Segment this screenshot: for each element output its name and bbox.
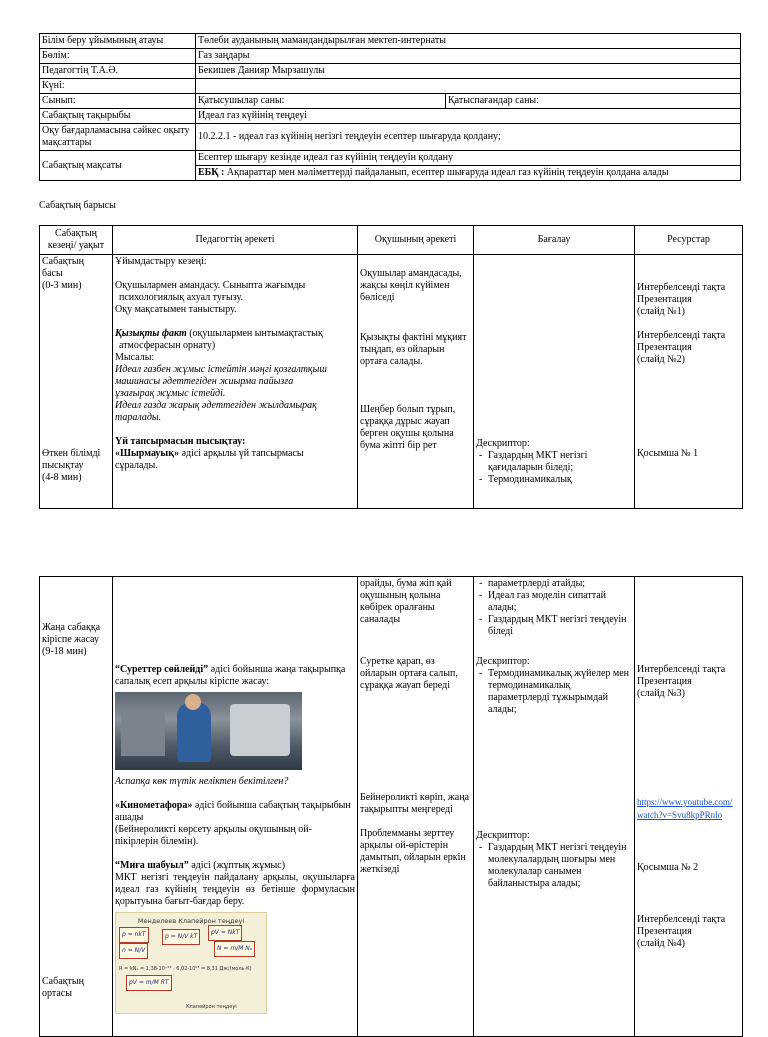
resource-text: Интербелсенді тақта — [637, 282, 726, 293]
info-row-teacher — [40, 64, 741, 79]
descriptor-item: - параметрлерді атайды; — [476, 578, 632, 590]
assessment-cell — [474, 255, 635, 509]
resource-text: (слайд №4) — [637, 938, 686, 949]
fact-text: (оқушылармен ынтымақтастық — [186, 328, 323, 339]
resource-text: Интербелсенді тақта — [637, 664, 726, 675]
formula-box: pV = NkT — [208, 925, 242, 941]
resource-text: Интербелсенді тақта — [637, 914, 726, 925]
info-value — [196, 166, 741, 181]
info-label: Сабақтың мақсаты — [40, 151, 196, 181]
info-row-topic — [40, 109, 741, 124]
flow-row-start — [40, 255, 743, 509]
method-text: әдісі арқылы үй тапсырмасы — [179, 448, 304, 459]
resource-text: Презентация — [637, 342, 692, 353]
formula-box: p = N/V kT — [162, 929, 200, 945]
student-text: Суретке қарап, өз ойларын ортаға салып, сұраққа жауап береді — [360, 656, 458, 691]
teacher-text: сұралады. — [115, 460, 158, 471]
teacher-text: психологиялық ахуал туғызу. — [119, 292, 243, 303]
resource-text: Қосымша № 1 — [637, 448, 699, 459]
lesson-flow-table-2 — [39, 576, 743, 1037]
formula-box: N = m/M Nₐ — [214, 941, 255, 957]
link-text[interactable]: https://www.youtube.com/ — [637, 797, 733, 807]
teacher-text: атмосферасын орнату) — [119, 340, 216, 351]
info-label: Сабақтың тақырыбы — [40, 109, 196, 124]
info-label: Бөлім: — [40, 49, 196, 64]
formula-box: n = N/V — [119, 943, 148, 959]
info-value: Газ заңдары — [196, 49, 741, 64]
stage-text: басы — [42, 268, 63, 279]
resource-cell — [635, 255, 743, 509]
method-label: «Кинометафора» — [115, 800, 193, 811]
descriptor-label: Дескриптор: — [476, 656, 530, 667]
header-resource: Ресурстар — [635, 226, 743, 255]
stage-text: Жаңа сабаққа — [42, 622, 101, 633]
info-value: Төлеби ауданының мамандандырылған мектеп-интернаты — [196, 34, 741, 49]
descriptor-list — [476, 578, 632, 638]
present-count-label: Қатысушылар саны: — [196, 94, 446, 109]
youtube-video-link[interactable] — [637, 797, 732, 820]
info-value: Есептер шығару кезінде идеал газ күйінің теңдеуін қолдану — [196, 151, 741, 166]
info-value: Идеал газ күйінің теңдеуі — [196, 109, 741, 124]
student-text: Қызықты фактіні мұқият тыңдап, өз ойларын ортаға салады. — [360, 332, 467, 367]
fact-label: Қызықты факт — [115, 328, 187, 339]
teacher-cell — [113, 577, 358, 1037]
info-label: Оқу бағдарламасына сәйкес оқыту мақсаттары — [40, 124, 196, 151]
descriptor-item: - Газдардың МКТ негізгі теңдеуін молекулалардың шоғыры мен молекулалар санымен байланыстыра алады; — [476, 842, 632, 890]
teacher-text — [115, 448, 355, 460]
lesson-flow-title: Сабақтың барысы — [39, 200, 116, 211]
resource-cell — [635, 577, 743, 1037]
teacher-text: машинасы әдеттегіден жиырма пайызға — [115, 376, 294, 387]
factory-worker-photo — [115, 692, 302, 770]
stage-text: Сабақтың — [42, 256, 84, 267]
stage-cell — [40, 255, 113, 509]
method-text: әдісі бойынша сабақтың тақырыбын ашады — [115, 800, 351, 823]
formula-box: p = nkT — [119, 927, 149, 943]
teacher-text: таралады. — [115, 412, 162, 423]
photo-caption: Аспапқа көк түтік неліктен бекітілген? — [115, 776, 289, 787]
descriptor-list — [476, 668, 632, 716]
teacher-text: Ұйымдастыру кезеңі: — [115, 256, 207, 267]
descriptor-item: - Газдардың МКТ негізгі теңдеуін біледі — [476, 614, 632, 638]
method-text: әдісі (жұптық жұмыс) — [188, 860, 286, 871]
ebk-label: ЕБҚ : — [198, 167, 225, 178]
info-value — [196, 79, 741, 94]
header-assessment: Бағалау — [474, 226, 635, 255]
stage-text: кіріспе жасау — [42, 634, 99, 645]
teacher-text — [115, 328, 355, 340]
info-label: Педагогтің Т.А.Ә. — [40, 64, 196, 79]
info-row-objective — [40, 124, 741, 151]
stage-text: ортасы — [42, 988, 72, 999]
teacher-text: Мысалы: — [115, 352, 155, 363]
resource-text: Қосымша № 2 — [637, 862, 699, 873]
method-label: «Шырмауық» — [115, 448, 180, 459]
info-value: 10.2.2.1 - идеал газ күйінің негізгі теңдеуін есептер шығаруда қолдану; — [196, 124, 741, 151]
student-text: Оқушылар амандасады, жақсы көңіл күйімен бөліседі — [360, 268, 462, 303]
teacher-text — [115, 664, 355, 688]
teacher-text — [115, 800, 355, 824]
teacher-cell — [113, 255, 358, 509]
descriptor-list — [476, 842, 632, 890]
student-text: Бейнероликті көріп, жаңа тақырыпты меңгереді — [360, 792, 470, 815]
descriptor-label: Дескриптор: — [476, 830, 530, 841]
resource-text: Презентация — [637, 294, 692, 305]
teacher-text: Оқушылармен амандасу. Сыныпта жағымды — [115, 280, 306, 291]
flow-row-main — [40, 577, 743, 1037]
resource-text: (слайд №1) — [637, 306, 686, 317]
descriptor-label: Дескриптор: — [476, 438, 530, 449]
lesson-flow-table-1 — [39, 225, 743, 509]
method-label: “Миға шабуыл” — [115, 860, 189, 871]
mendeleev-clapeyron-formula-image — [115, 912, 267, 1014]
teacher-text: Идеал газбен жұмыс істейтін мәңгі қозғалтқыш — [115, 364, 327, 375]
ebk-text: Ақпараттар мен мәліметтерді пайдаланып, есептер шығаруда идеал газ күйінің теңдеуін қолдана алады — [224, 167, 669, 178]
student-cell — [358, 255, 474, 509]
info-row-goal-1 — [40, 151, 741, 166]
info-row-date — [40, 79, 741, 94]
descriptor-list — [476, 450, 632, 486]
descriptor-item: - Идеал газ моделін сипаттай алады; — [476, 590, 632, 614]
resource-text: Презентация — [637, 676, 692, 687]
student-text: орайды, бума жіп қай оқушының қолына көбірек оралғаны саналады — [360, 578, 452, 625]
header-teacher: Педагогтің әрекеті — [113, 226, 358, 255]
resource-text: Презентация — [637, 926, 692, 937]
teacher-text: ұзағырақ жұмыс істейді. — [115, 388, 226, 399]
flow-header-row — [40, 226, 743, 255]
resource-text: (слайд №2) — [637, 354, 686, 365]
resource-text: Интербелсенді тақта — [637, 330, 726, 341]
info-value: Бекишев Данияр Мырзашулы — [196, 64, 741, 79]
stage-text: пысықтау — [42, 460, 84, 471]
info-row-section — [40, 49, 741, 64]
formula-box: pV = m/M RT — [126, 975, 172, 991]
stage-text: Сабақтың — [42, 976, 84, 987]
stage-cell — [40, 577, 113, 1037]
info-row-school — [40, 34, 741, 49]
stage-text: (4-8 мин) — [42, 472, 82, 483]
teacher-text: МКТ негізгі теңдеуін пайдалану арқылы, оқушыларға идеал газ күйінің теңдеуін өз бетінше формуласын қорытуына бағыт-бағдар беру. — [115, 872, 355, 907]
stage-text: Өткен білімді — [42, 448, 101, 459]
descriptor-item: - Газдардың МКТ негізгі қағидаларын біледі; — [476, 450, 632, 474]
info-label: Күні: — [40, 79, 196, 94]
info-label: Білім беру ұйымының атауы — [40, 34, 196, 49]
method-label: “Суреттер сөйлейді” — [115, 664, 209, 675]
student-text: Шеңбер болып тұрып, сұраққа дұрыс жауап берген оқушы қолына бума жіпті бір рет — [360, 404, 456, 451]
formula-text: Клапейрон теңдеуі — [186, 1004, 237, 1010]
student-text: Проблемманы зерттеу арқылы ой-өрістерін дамытып, ойларын еркін жеткізеді — [360, 828, 466, 875]
descriptor-item: - Термодинамикалық — [476, 474, 632, 486]
teacher-text: Оқу мақсатымен таныстыру. — [115, 304, 237, 315]
student-cell — [358, 577, 474, 1037]
header-student: Оқушының әрекеті — [358, 226, 474, 255]
teacher-text — [115, 860, 355, 872]
absent-count-label: Қатыспағандар саны: — [446, 94, 741, 109]
info-row-class — [40, 94, 741, 109]
header-stage: Сабақтың кезеңі/ уақыт — [40, 226, 113, 255]
assessment-cell — [474, 577, 635, 1037]
teacher-text: Үй тапсырмасын пысықтау: — [115, 436, 246, 447]
method-text: әдісі бойынша жаңа тақырыпқа сапалық есеп арқылы кіріспе жасау: — [115, 664, 346, 687]
formula-text: R = kNₐ = 1,38·10⁻²³ · 6,02·10²³ = 8,31 Дж/(моль·К) — [119, 966, 252, 972]
teacher-text: Идеал газда жарық әдеттегіден жылдамырақ — [115, 400, 317, 411]
lesson-info-table — [39, 33, 741, 181]
formula-title: Менделеев Клапейрон теңдеуі — [137, 917, 245, 925]
descriptor-item: - Термодинамикалық жүйелер мен термодинамикалық параметрлерді тұжырымдай алады; — [476, 668, 632, 716]
stage-text: (0-3 мин) — [42, 280, 82, 291]
info-label: Сынып: — [40, 94, 196, 109]
stage-text: (9-18 мин) — [42, 646, 87, 657]
teacher-text: (Бейнероликті көрсету арқылы оқушының ой-пікірлерін білемін). — [115, 824, 312, 847]
link-text[interactable]: watch?v=Svu8kpPRnlo — [637, 810, 723, 820]
resource-text: (слайд №3) — [637, 688, 686, 699]
